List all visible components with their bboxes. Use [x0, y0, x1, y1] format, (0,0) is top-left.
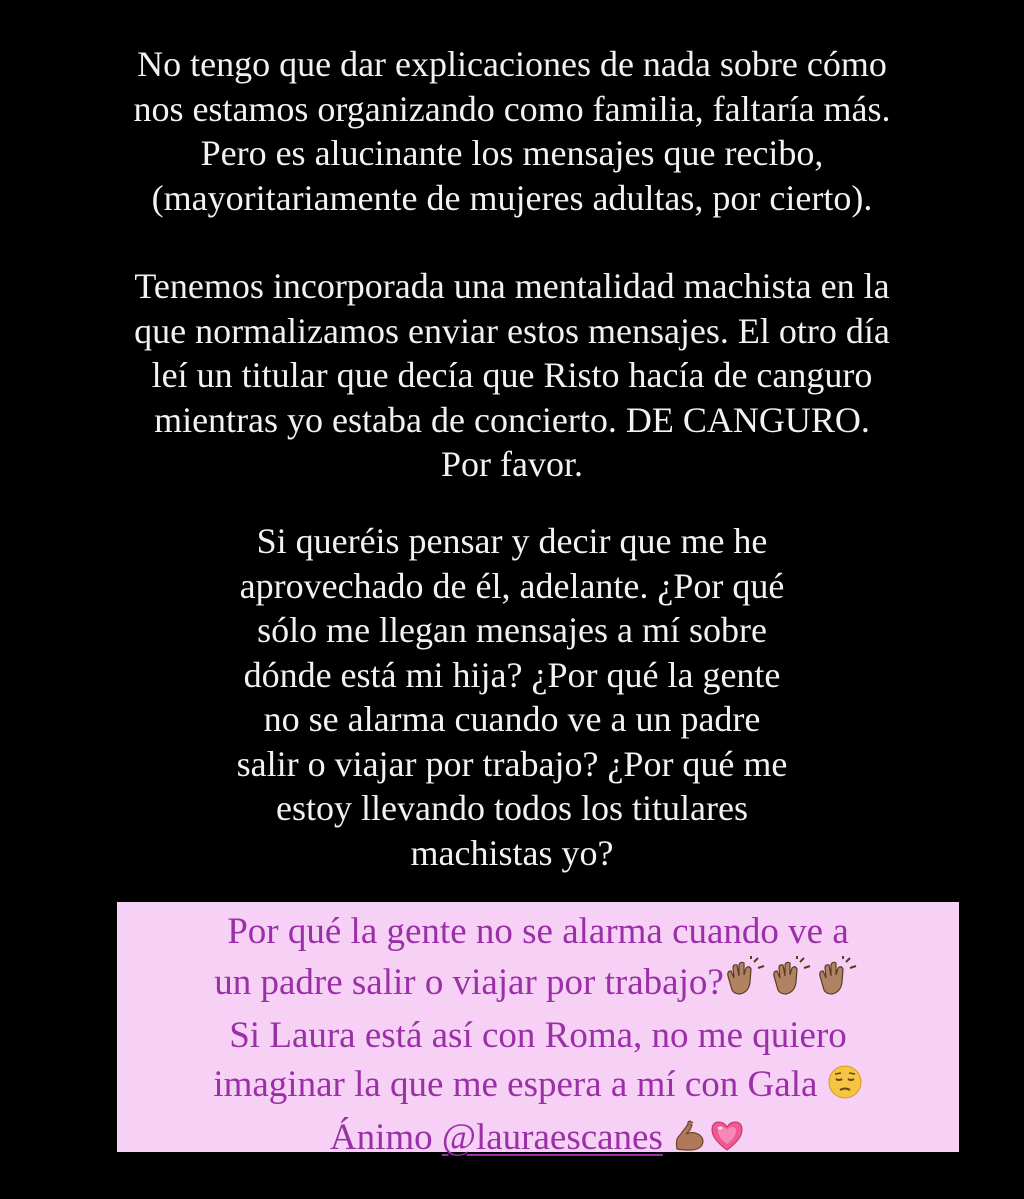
story-text-line: Tenemos incorporada una mentalidad machista en la	[134, 266, 890, 306]
story-text-line: salir o viajar por trabajo? ¿Por qué me	[236, 743, 788, 784]
story-text-line: machistas yo?	[410, 832, 614, 873]
clapping-hands-icon	[770, 956, 816, 1011]
story-text-line: estoy llevando todos los titulares	[276, 788, 748, 828]
story-paragraph-1	[0, 42, 1024, 220]
clapping-hands-icon	[724, 956, 770, 1011]
story-paragraph-2	[0, 264, 1024, 487]
pensive-face-icon	[827, 1064, 863, 1113]
quote-line	[117, 956, 959, 1011]
story-text-line: sólo me llegan mensajes a mí sobre	[257, 610, 767, 650]
story-text-line: aprovechado de él, adelante. ¿Por qué	[239, 565, 785, 606]
story-text-line: no se alarma cuando ve a un padre	[263, 699, 761, 739]
story-text-line: que normalizamos enviar estos mensajes. El otro día	[134, 310, 890, 351]
story-text-line: leí un titular que decía que Risto hacía de canguro	[151, 355, 873, 395]
story-text-line: Por favor.	[441, 444, 583, 484]
story-text-line: Si queréis pensar y decir que me he	[256, 521, 768, 561]
story-text-line: Pero es alucinante los mensajes que recibo,	[200, 133, 824, 173]
story-text-line: mientras yo estaba de concierto. DE CANGURO.	[154, 399, 870, 440]
growing-heart-icon	[708, 1117, 746, 1166]
quote-line: Si Laura está así con Roma, no me quiero	[229, 1015, 847, 1056]
quote-sticker	[117, 902, 959, 1158]
quote-line	[117, 1113, 959, 1166]
story-text-line: No tengo que dar explicaciones de nada sobre cómo	[137, 44, 887, 84]
story-text-line: dónde está mi hija? ¿Por qué la gente	[243, 654, 781, 695]
clapping-hands-icon	[816, 956, 862, 1011]
story-paragraph-3	[0, 519, 1024, 875]
story-text-line: (mayoritariamente de mujeres adultas, por cierto).	[151, 177, 873, 218]
quote-line	[117, 1060, 959, 1113]
quote-line: Por qué la gente no se alarma cuando ve a	[227, 911, 849, 952]
quote-line-text: Ánimo	[329, 1117, 442, 1158]
story-text-line: nos estamos organizando como familia, faltaría más.	[133, 88, 891, 129]
quote-line-text: imaginar la que me espera a mí con Gala	[213, 1064, 818, 1105]
quote-line-text: un padre salir o viajar por trabajo?	[214, 962, 724, 1003]
user-mention-link[interactable]: @lauraescanes	[441, 1117, 663, 1158]
flexed-biceps-icon	[672, 1117, 708, 1166]
